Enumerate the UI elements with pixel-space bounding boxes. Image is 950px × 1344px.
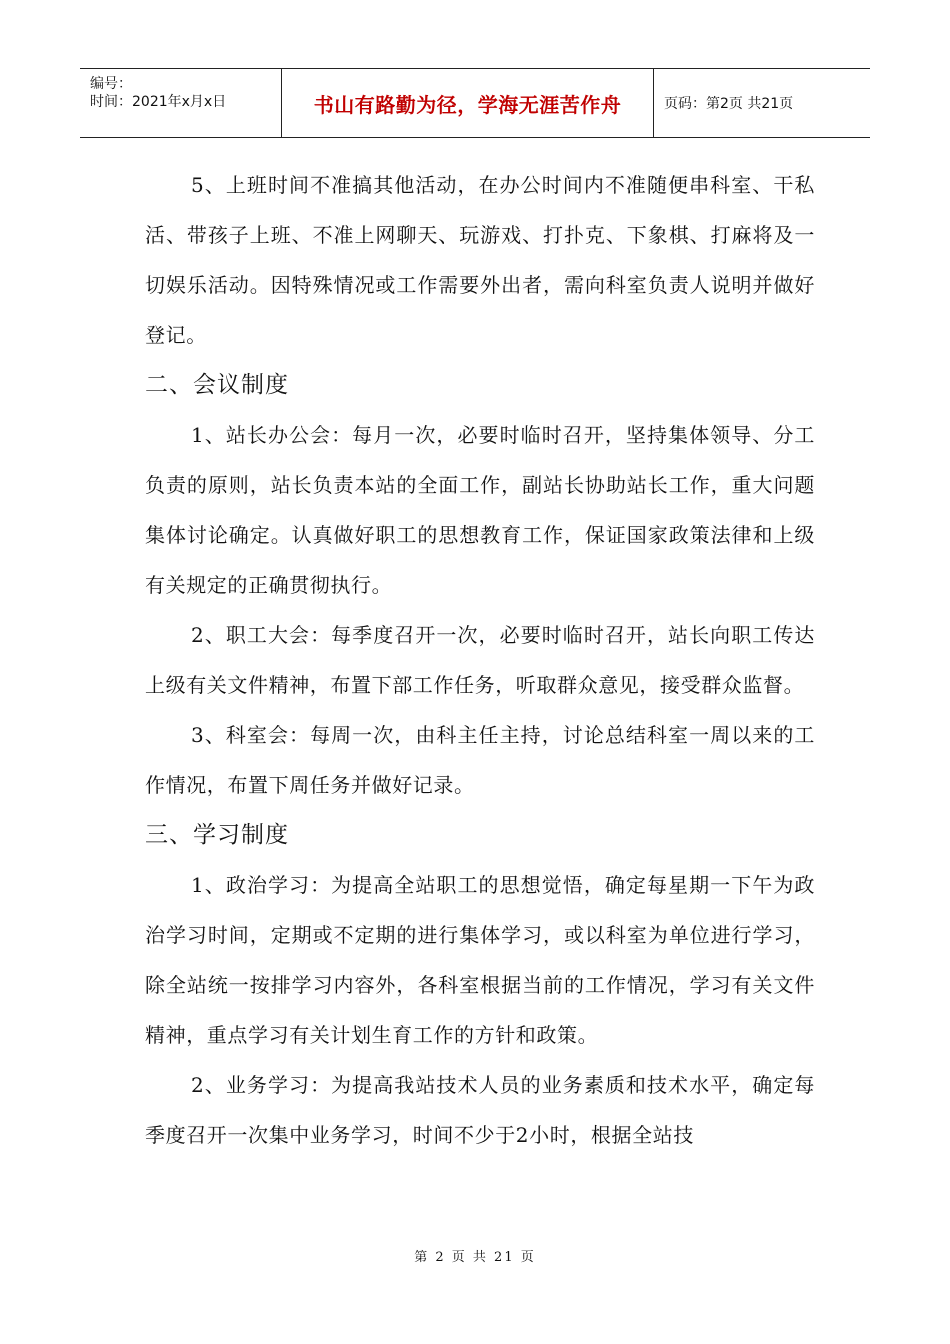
- header-meta-cell: [80, 69, 282, 137]
- paragraph-meeting-2: 2、职工大会：每季度召开一次，必要时临时召开，站长向职工传达上级有关文件精神，布置下部工作任务，听取群众意见，接受群众监督。: [145, 623, 815, 697]
- document-body: [145, 160, 815, 1160]
- paragraph-study-1: 1、政治学习：为提高全站职工的思想觉悟，确定每星期一下午为政治学习时间，定期或不定期的进行集体学习，或以科室为单位进行学习，除全站统一按排学习内容外，各科室根据当前的工作情况，学习有关文件精神，重点学习有关计划生育工作的方针和政策。: [145, 873, 815, 1047]
- paragraph-study-2: 2、业务学习：为提高我站技术人员的业务素质和技术水平，确定每季度召开一次集中业务学习，时间不少于2小时，根据全站技: [145, 1073, 815, 1147]
- header-page-cell: [654, 69, 870, 137]
- paragraph-meeting-1: 1、站长办公会：每月一次，必要时临时召开，坚持集体领导、分工负责的原则，站长负责本站的全面工作，副站长协助站长工作，重大问题集体讨论确定。认真做好职工的思想教育工作，保证国家政策法律和上级有关规定的正确贯彻执行。: [145, 423, 815, 597]
- paragraph-rule-5: 5、上班时间不准搞其他活动，在办公时间内不准随便串科室、干私活、带孩子上班、不准上网聊天、玩游戏、打扑克、下象棋、打麻将及一切娱乐活动。因特殊情况或工作需要外出者，需向科室负责人说明并做好登记。: [145, 173, 815, 347]
- page-footer: 第 2 页 共 21 页: [414, 1250, 536, 1265]
- page-info: 页码：第2页 共21页: [664, 96, 794, 112]
- paragraph-meeting-3: 3、科室会：每周一次，由科主任主持，讨论总结科室一周以来的工作情况，布置下周任务并做好记录。: [145, 723, 815, 797]
- number-label: 编号：: [90, 76, 132, 92]
- section-heading-meetings: 二、会议制度: [145, 372, 289, 398]
- motto-text: 书山有路勤为径，学海无涯苦作舟: [313, 92, 622, 117]
- section-heading-study: 三、学习制度: [145, 822, 289, 848]
- header-table: [80, 68, 870, 138]
- date-label: 时间：2021年x月x日: [90, 94, 227, 110]
- header-motto-cell: [282, 69, 654, 137]
